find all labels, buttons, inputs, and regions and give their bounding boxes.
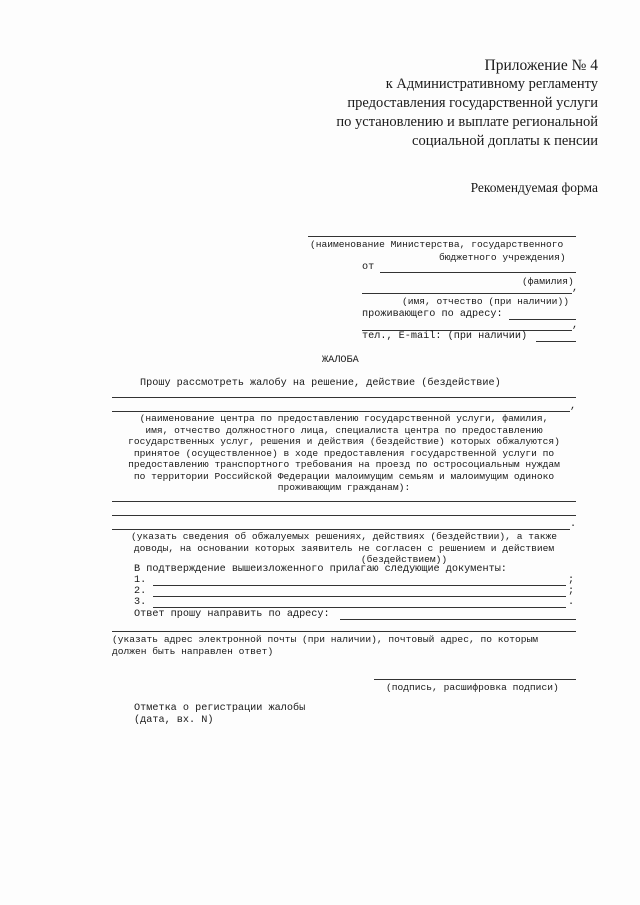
appendix-header — [298, 56, 598, 151]
caption-line: предоставлению транспортного требования на проезд по остросоциальным нуждам — [128, 459, 560, 470]
ministry-line — [308, 236, 576, 237]
address-comma: , — [572, 320, 579, 331]
appendix-title: Приложение № 4 — [484, 57, 598, 74]
caption-line: (указать сведения об обжалуемых решениях, действиях (бездействии), а также — [130, 531, 558, 542]
complaint-request: Прошу рассмотреть жалобу на решение, действие (бездействие) — [140, 378, 501, 389]
attach-intro: В подтверждение вышеизложенного прилагаю следующие документы: — [134, 564, 507, 575]
caption-line: доводы, на основании которых заявитель не согласен с решением и действием — [133, 542, 555, 554]
attachment-line — [153, 585, 566, 586]
name-comma: , — [572, 283, 579, 294]
caption-line: должен быть направлен ответ) — [112, 645, 274, 657]
answer-label: Ответ прошу направить по адресу: — [134, 609, 330, 620]
address-caption — [112, 634, 582, 657]
attachment-number: 3. — [134, 597, 147, 608]
details-period: . — [570, 519, 577, 530]
attachment-period: . — [568, 597, 575, 608]
registration-label: Отметка о регистрации жалобы — [134, 703, 306, 714]
caption-line: государственных услуг, решения и действия (бездействие) которых обжалуются) — [128, 436, 560, 447]
details-caption — [106, 531, 582, 566]
surname-caption: (фамилия) — [522, 276, 574, 287]
attachment-semicolon: ; — [568, 586, 575, 597]
signature-caption: (подпись, расшифровка подписи) — [386, 682, 559, 693]
caption-line: имя, отчество должностного лица, специалиста центра по предоставлению — [145, 424, 543, 436]
request-line — [112, 411, 570, 412]
residing-line — [509, 319, 576, 320]
complaint-title: ЖАЛОБА — [322, 355, 359, 366]
registration-date: (дата, вх. N) — [134, 715, 214, 726]
caption-line: принятое (осуществленное) в ходе предоставления государственной услуги по — [133, 447, 555, 459]
name-caption: (имя, отчество (при наличии)) — [402, 296, 569, 307]
surname-line — [380, 272, 576, 273]
residing-label: проживающего по адресу: — [362, 309, 503, 320]
attachment-number: 1. — [134, 575, 147, 586]
caption-line: по территории Российской Федерации малоимущим семьям и малоимущим одиноко — [133, 470, 555, 482]
answer-line — [112, 631, 576, 632]
caption-line: (бездействием)) — [360, 554, 448, 565]
appendix-line: предоставления государственной услуги — [347, 95, 598, 111]
appendix-line: по установлению и выплате региональной — [336, 114, 598, 130]
attachment-line — [153, 596, 566, 597]
details-line — [112, 501, 576, 502]
phone-label: тел., E-mail: (при наличии) — [362, 331, 528, 342]
from-label: от — [362, 262, 375, 273]
attachment-line — [153, 607, 566, 608]
signature-line — [374, 679, 576, 680]
request-line — [112, 397, 576, 398]
ministry-caption: (наименование Министерства, государственного — [310, 239, 564, 250]
appendix-line: к Административному регламенту — [385, 76, 598, 92]
request-comma: , — [570, 401, 577, 412]
attachment-semicolon: ; — [568, 575, 575, 586]
center-caption — [106, 413, 582, 494]
name-line — [362, 293, 572, 294]
caption-line: проживающим гражданам): — [277, 482, 411, 493]
recommended-form-label: Рекомендуемая форма — [470, 180, 598, 195]
caption-line: (указать адрес электронной почты (при наличии), почтовый адрес, по которым — [112, 634, 539, 645]
appendix-line: социальной доплаты к пенсии — [412, 133, 598, 149]
details-line — [112, 529, 570, 530]
caption-line: (наименование центра по предоставлению государственной услуги, фамилия, — [139, 413, 549, 424]
ministry-caption: бюджетного учреждения) — [439, 252, 566, 263]
details-line — [112, 515, 576, 516]
phone-line — [536, 341, 576, 342]
attachment-number: 2. — [134, 586, 147, 597]
answer-line — [340, 619, 576, 620]
